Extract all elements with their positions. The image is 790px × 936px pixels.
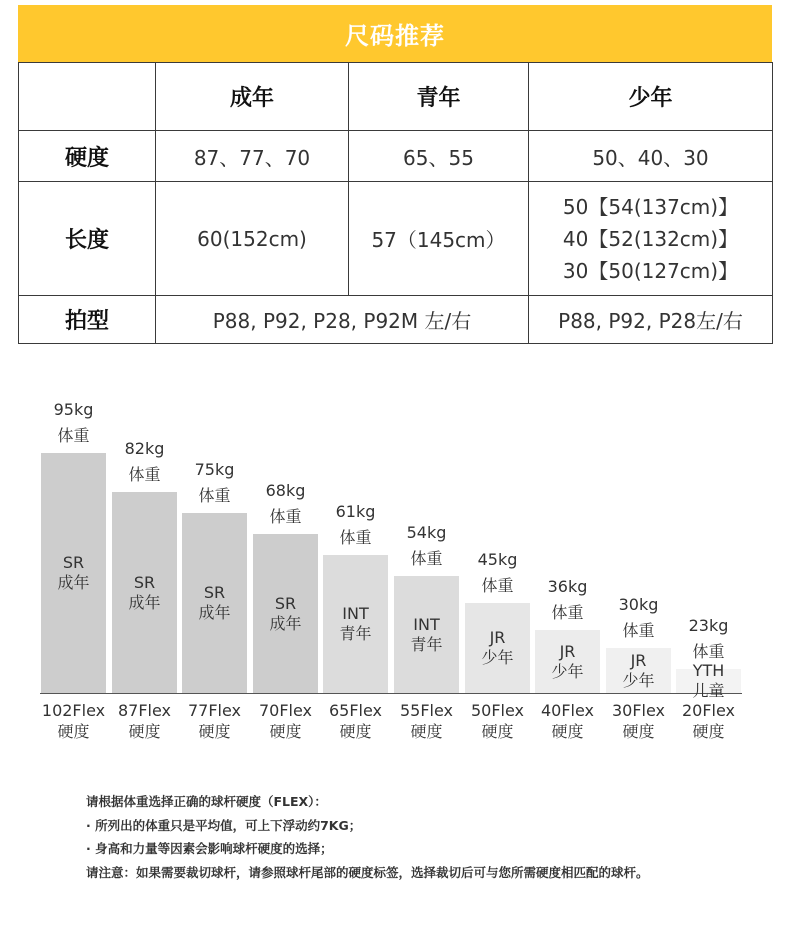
bar-label: 儿童 xyxy=(692,681,725,700)
column-youth: 青年 xyxy=(349,63,529,131)
flex-sublabel: 硬度 xyxy=(269,722,302,741)
weight-unit: 体重 xyxy=(269,507,302,526)
bar-label: JR xyxy=(559,641,576,661)
cell-flex-junior: 50、40、30 xyxy=(529,131,773,182)
note-line: · 身高和力量等因素会影响球杆硬度的选择； xyxy=(86,841,333,856)
flex-sublabel: 硬度 xyxy=(481,722,514,741)
weight-unit: 体重 xyxy=(622,621,655,640)
bar-weight-label xyxy=(318,499,393,551)
bar-label: YTH xyxy=(692,661,725,680)
bar-weight-label xyxy=(460,547,535,599)
bar-weight-label xyxy=(36,397,111,449)
flex-sublabel: 硬度 xyxy=(57,722,90,741)
bar-weight-label xyxy=(107,436,182,488)
flex-value: 40Flex xyxy=(540,701,595,720)
flex-sublabel: 硬度 xyxy=(128,722,161,741)
table-row-length xyxy=(19,182,773,296)
note-line: 请注意：如果需要裁切球杆，请参照球杆尾部的硬度标签，选择裁切后可与您所需硬度相匹配的球杆。 xyxy=(86,864,649,880)
flex-value: 55Flex xyxy=(399,701,454,720)
flex-value: 77Flex xyxy=(187,701,242,720)
weight-unit: 体重 xyxy=(198,486,231,505)
cell-length-youth: 57（145cm） xyxy=(349,182,529,296)
bar-label: SR xyxy=(274,593,297,613)
weight-unit: 体重 xyxy=(410,549,443,568)
cell-flex-youth: 65、55 xyxy=(349,131,529,182)
chart-bar xyxy=(182,513,247,693)
flex-sublabel: 硬度 xyxy=(198,722,231,741)
flex-sublabel: 硬度 xyxy=(551,722,584,741)
chart-bar xyxy=(606,648,671,693)
bar-label: JR xyxy=(489,628,506,647)
weight-value: 36kg xyxy=(547,577,588,596)
length-junior-line: 30【50(127cm)】 xyxy=(562,258,739,283)
flex-sublabel: 硬度 xyxy=(410,722,443,741)
length-junior-line: 50【54(137cm)】 xyxy=(562,194,739,219)
weight-value: 23kg xyxy=(688,616,729,635)
table-header-row xyxy=(19,63,773,131)
chart-bar xyxy=(394,576,459,693)
bar-label: 少年 xyxy=(481,648,514,667)
bar-label: INT xyxy=(413,614,440,634)
bar-label: SR xyxy=(62,553,85,572)
table-row-flex xyxy=(19,131,773,182)
flex-category-label xyxy=(389,700,464,742)
flex-sublabel: 硬度 xyxy=(622,722,655,741)
flex-sublabel: 硬度 xyxy=(692,722,725,741)
bar-label: SR xyxy=(133,572,156,592)
weight-unit: 体重 xyxy=(339,528,372,547)
cell-shape-junior: P88, P92, P28左/右 xyxy=(529,296,773,344)
flex-category-label xyxy=(248,700,323,742)
bar-label: 成年 xyxy=(269,613,302,633)
weight-value: 95kg xyxy=(53,400,94,419)
length-junior-line: 40【52(132cm)】 xyxy=(562,226,739,251)
column-adult: 成年 xyxy=(156,63,349,131)
flex-weight-chart xyxy=(0,380,790,760)
bar-label: 少年 xyxy=(622,670,655,690)
note-line: 请根据体重选择正确的球杆硬度（FLEX）： xyxy=(86,794,327,809)
flex-value: 50Flex xyxy=(470,701,525,720)
weight-unit: 体重 xyxy=(692,642,725,661)
cell-shape-adult-youth: P88, P92, P28, P92M 左/右 xyxy=(156,296,529,344)
chart-bar xyxy=(323,555,388,693)
flex-category-label xyxy=(107,700,182,742)
weight-value: 54kg xyxy=(406,523,447,542)
table-row-shape xyxy=(19,296,773,344)
flex-value: 102Flex xyxy=(41,701,106,720)
flex-value: 30Flex xyxy=(611,701,666,720)
flex-value: 20Flex xyxy=(681,701,736,720)
bar-label: 青年 xyxy=(339,624,372,643)
flex-value: 65Flex xyxy=(328,701,383,720)
bar-weight-label xyxy=(671,613,746,665)
flex-category-label xyxy=(177,700,252,742)
bar-label: 少年 xyxy=(551,661,584,681)
weight-unit: 体重 xyxy=(481,576,514,595)
bar-label: 成年 xyxy=(128,592,161,612)
bar-label: 青年 xyxy=(410,634,443,654)
bar-label: 成年 xyxy=(198,603,231,622)
weight-value: 61kg xyxy=(335,502,376,521)
flex-category-label xyxy=(460,700,535,742)
weight-unit: 体重 xyxy=(128,465,161,484)
row-label-shape: 拍型 xyxy=(19,296,156,344)
cell-length-junior xyxy=(529,182,773,296)
empty-corner-cell xyxy=(19,63,156,131)
bar-weight-label xyxy=(177,457,252,509)
row-label-flex: 硬度 xyxy=(19,131,156,182)
flex-sublabel: 硬度 xyxy=(339,722,372,741)
bar-label: JR xyxy=(630,650,647,670)
weight-value: 82kg xyxy=(124,439,165,458)
cell-flex-adult: 87、77、70 xyxy=(156,131,349,182)
chart-bar xyxy=(676,661,741,700)
weight-unit: 体重 xyxy=(551,603,584,622)
column-junior: 少年 xyxy=(529,63,773,131)
flex-category-label xyxy=(601,700,676,742)
chart-bar xyxy=(535,630,600,693)
chart-baseline xyxy=(40,693,742,694)
bar-weight-label xyxy=(248,478,323,530)
bar-weight-label xyxy=(389,520,464,572)
size-recommendation-header: 尺码推荐 xyxy=(18,5,772,62)
flex-category-label xyxy=(671,700,746,742)
weight-unit: 体重 xyxy=(57,426,90,445)
size-table xyxy=(18,62,773,344)
bar-label: INT xyxy=(342,604,369,623)
bar-weight-label xyxy=(601,592,676,644)
flex-category-label xyxy=(36,700,111,742)
weight-value: 45kg xyxy=(477,550,518,569)
chart-bar xyxy=(465,603,530,693)
chart-bar xyxy=(253,534,318,693)
chart-bar xyxy=(112,492,177,693)
cell-length-adult: 60(152cm) xyxy=(156,182,349,296)
weight-value: 68kg xyxy=(265,481,306,500)
flex-category-label xyxy=(318,700,393,742)
bar-label: SR xyxy=(203,583,226,602)
notes xyxy=(86,790,649,884)
weight-value: 30kg xyxy=(618,595,659,614)
flex-value: 70Flex xyxy=(258,701,313,720)
note-line: · 所列出的体重只是平均值，可上下浮动约7KG； xyxy=(86,817,362,833)
flex-category-label xyxy=(530,700,605,742)
bar-label: 成年 xyxy=(57,573,90,592)
flex-value: 87Flex xyxy=(117,701,172,720)
chart-bar xyxy=(41,453,106,693)
weight-value: 75kg xyxy=(194,460,235,479)
bar-weight-label xyxy=(530,574,605,626)
row-label-length: 长度 xyxy=(19,182,156,296)
